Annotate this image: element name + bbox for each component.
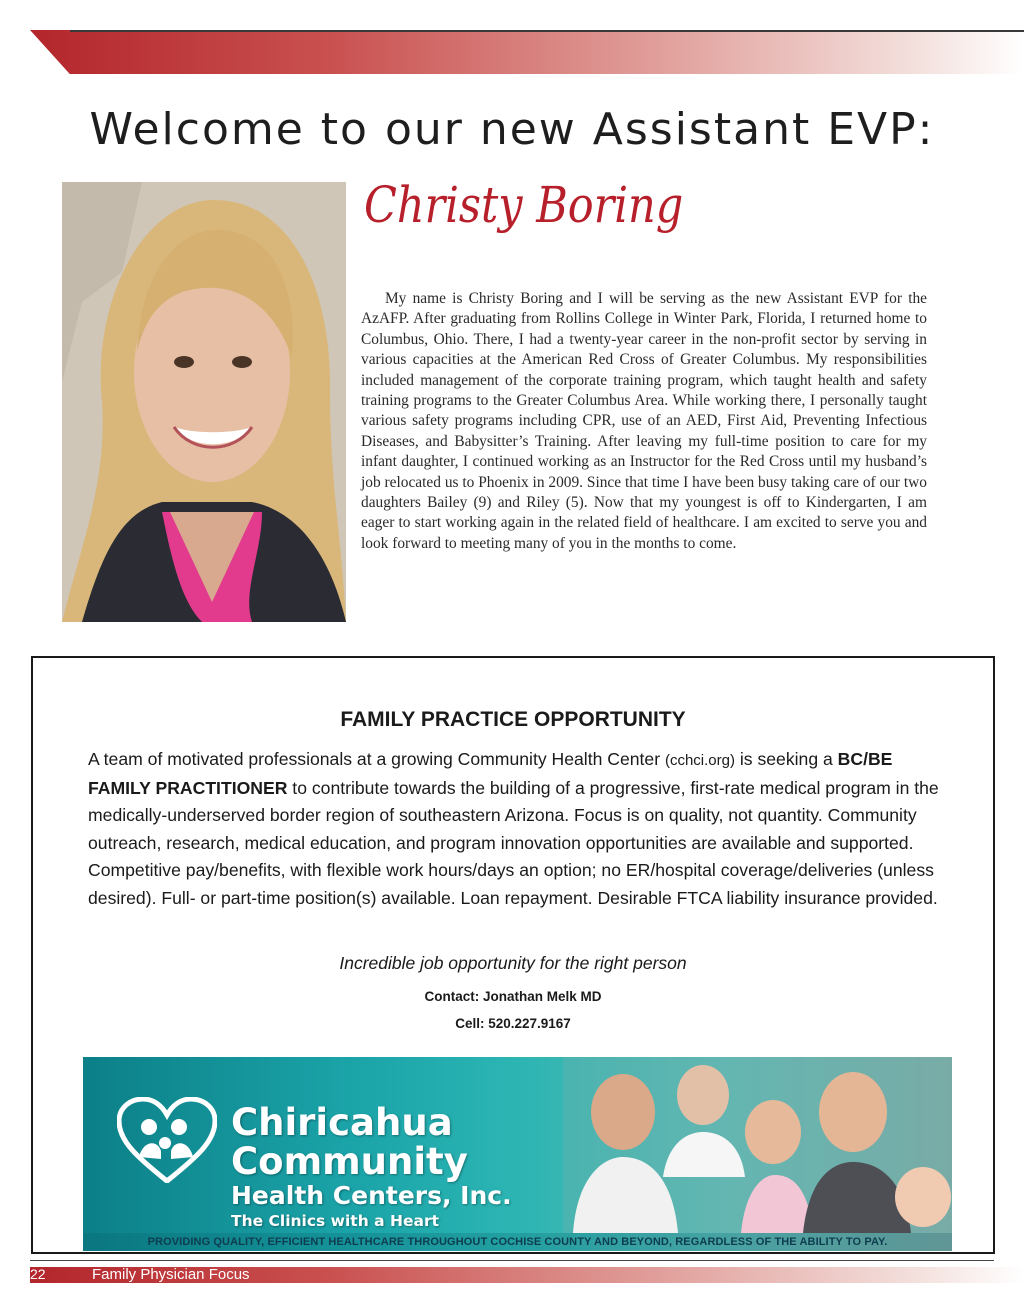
ad-body-intro: A team of motivated professionals at a growing Community Health Center (88, 749, 665, 769)
header-rule (70, 30, 1024, 32)
ad-body-details: to contribute towards the building of a progressive, first-rate medical program in the medically-underserved border region of southeastern Arizona. Focus is on quality, not quantity. Community outreach, research, medical education, and program innovation opportunities are available and supported. Competitive pay/benefits, with flexible work hours/days an option; no ER/hospital coverage/deliveries (unless desired). Full- or part-time position(s) available. Loan repayment. Desirable FTCA liability insurance provided. (88, 777, 939, 908)
portrait-illustration (62, 182, 346, 622)
ad-body-seeking: is seeking a (734, 749, 838, 769)
header-color-band (30, 30, 1024, 74)
ad-cell-phone: Cell: 520.227.9167 (455, 1016, 571, 1031)
clinic-banner (83, 1057, 952, 1251)
ad-tagline: Incredible job opportunity for the right person (339, 953, 687, 973)
ad-title: FAMILY PRACTICE OPPORTUNITY (340, 708, 686, 731)
org-name-line-1: Chiricahua (231, 1101, 453, 1144)
person-name: Christy Boring (364, 176, 684, 234)
clinicians-photo (563, 1057, 952, 1233)
page-title: Welcome to our new Assistant EVP: (89, 104, 935, 155)
org-slogan: The Clinics with a Heart (231, 1212, 440, 1230)
job-ad-box (31, 656, 995, 1254)
ad-contact: Contact: Jonathan Melk MD (424, 989, 602, 1004)
mission-statement: PROVIDING QUALITY, EFFICIENT HEALTHCARE THROUGHOUT COCHISE COUNTY AND BEYOND, REGARDLESS OF THE ABILITY TO PAY. (83, 1233, 952, 1251)
publication-name: Family Physician Focus (92, 1266, 250, 1283)
heart-family-logo-icon (117, 1097, 217, 1183)
ad-body (88, 746, 948, 913)
bio-paragraph: My name is Christy Boring and I will be serving as the new Assistant EVP for the AzAFP. After graduating from Rollins College in Winter Park, Florida, I returned home to Columbus, Ohio. There, I had a twenty-year career in the non-profit sector by serving in various capacities at the American Red Cross of Greater Columbus. My responsibilities included management of the corporate training program, which taught health and safety training programs to the Greater Columbus Area. While working there, I personally taught various safety programs including CPR, use of an AED, First Aid, Preventing Infectious Diseases, and Babysitter’s Training. After leaving my full-time position to care for my infant daughter, I continued working as an Instructor for the Red Cross until my husband’s job relocated us to Phoenix in 2009. Since that time I have been busy taking care of our two daughters Bailey (9) and Riley (5). Now that my youngest is off to Kindergarten, I am eager to start working again in the related field of healthcare. I am excited to serve you and look forward to meeting many of you in the months to come. (361, 290, 927, 552)
portrait-photo (62, 182, 346, 622)
org-name-line-2: Community (231, 1140, 468, 1183)
page-number: 22 (30, 1266, 46, 1282)
ad-website-link[interactable]: (cchci.org) (664, 752, 735, 769)
footer-rule (30, 1260, 994, 1261)
org-name-line-3: Health Centers, Inc. (231, 1181, 512, 1210)
ad-role: BC/BE FAMILY PRACTITIONER (88, 749, 893, 798)
